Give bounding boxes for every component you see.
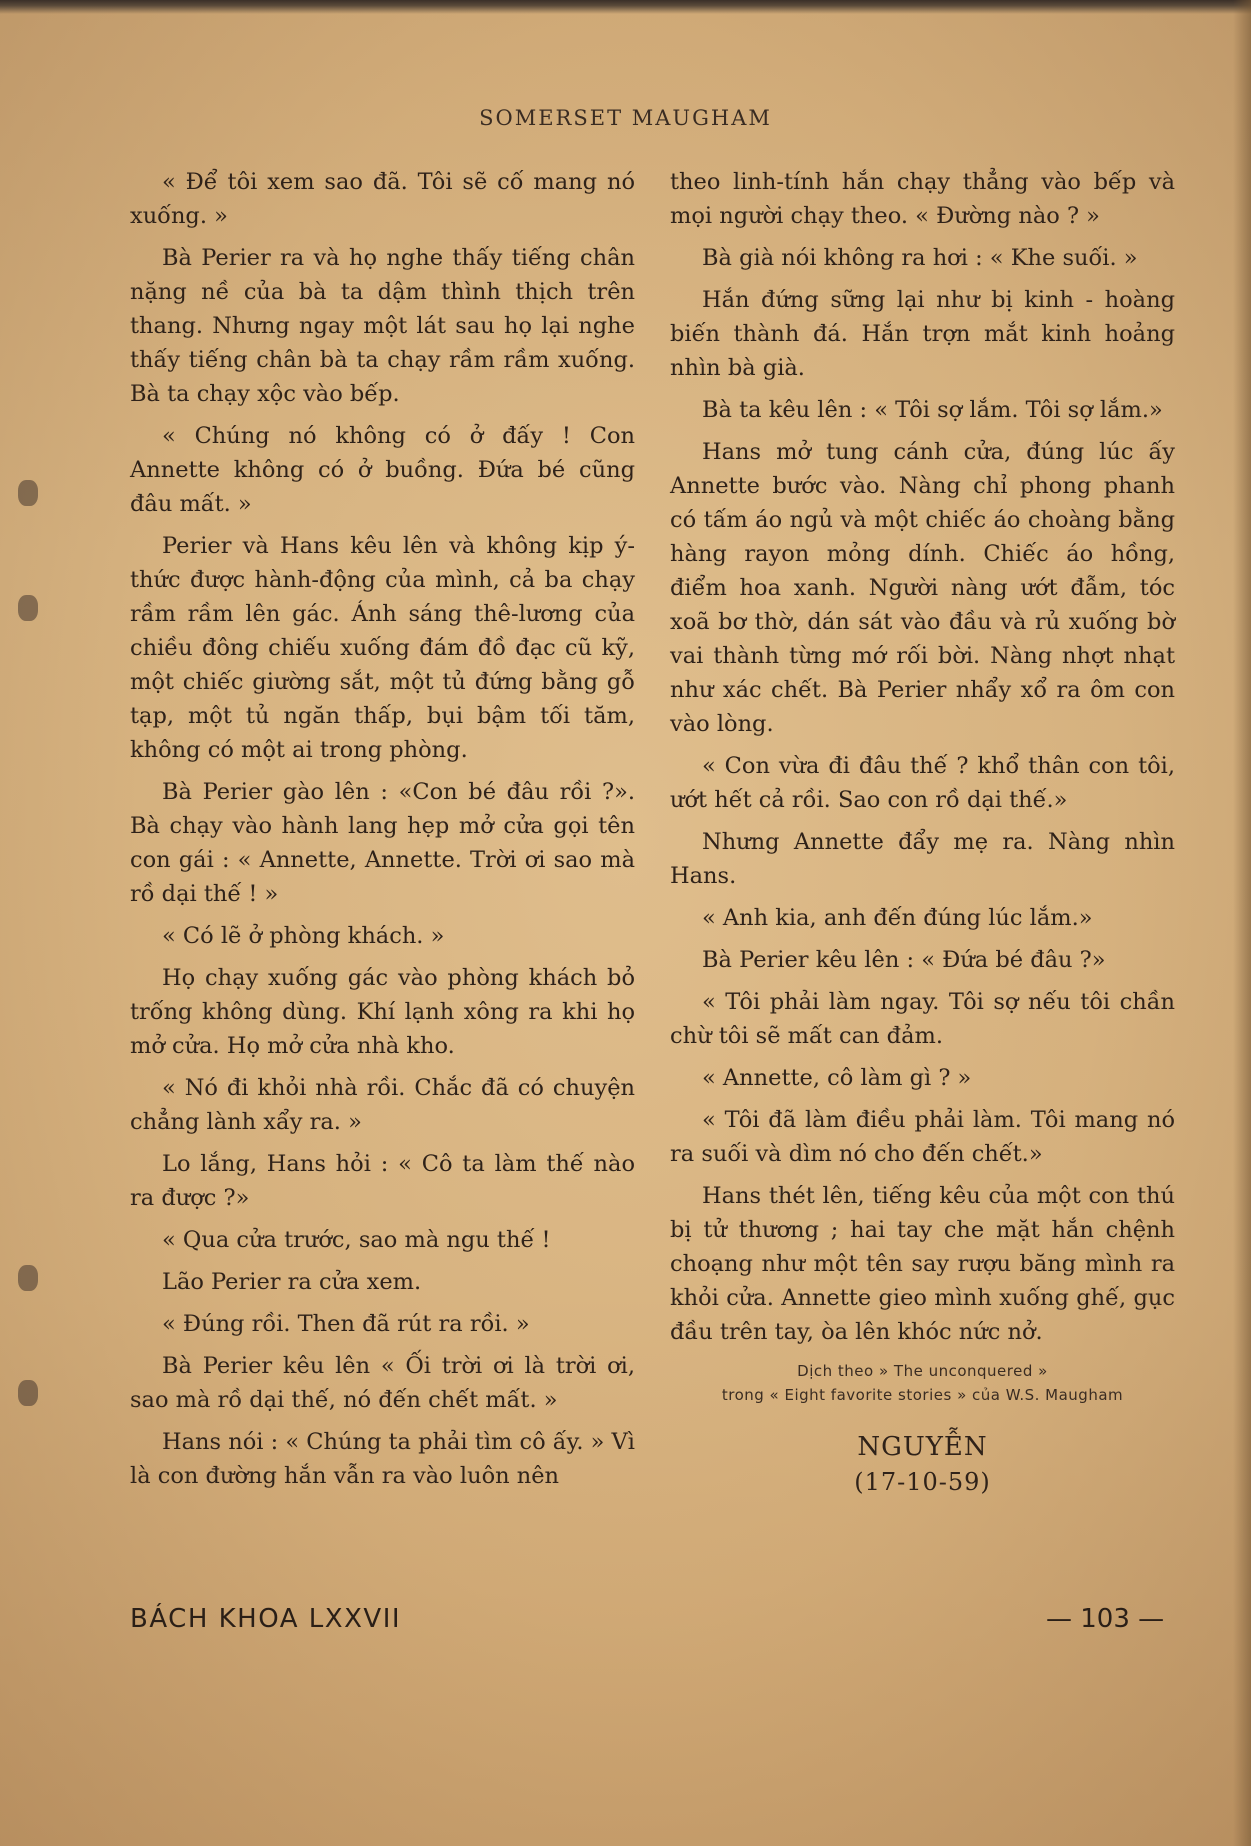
paragraph: « Để tôi xem sao đã. Tôi sẽ cố mang nó xuống. » (130, 169, 635, 229)
paragraph: Nhưng Annette đẩy mẹ ra. Nàng nhìn Hans. (670, 829, 1175, 889)
paragraph: theo linh-tính hắn chạy thẳng vào bếp và mọi người chạy theo. « Đường nào ? » (670, 169, 1175, 229)
translation-credit (670, 1359, 1175, 1407)
binding-hole (18, 1265, 38, 1291)
paragraph: Họ chạy xuống gác vào phòng khách bỏ trống không dùng. Khí lạnh xông ra khi họ mở cửa. Họ mở cửa nhà kho. (130, 965, 635, 1059)
paragraph: Hắn đứng sững lại như bị kinh - hoàng biến thành đá. Hắn trợn mắt kinh hoảng nhìn bà già. (670, 287, 1175, 381)
paragraph: Hans thét lên, tiếng kêu của một con thú bị tử thương ; hai tay che mặt hắn chệnh choạng như một tên say rượu băng mình ra khỏi cửa. Annette gieo mình xuống ghế, gục đầu trên tay, òa lên khóc nức nở. (670, 1183, 1175, 1345)
translator-name: NGUYỄN (857, 1432, 988, 1462)
running-header: SOMERSET MAUGHAM (479, 106, 772, 130)
paragraph: Perier và Hans kêu lên và không kịp ý-thức được hành-động của mình, cả ba chạy rầm rầm lên gác. Ánh sáng thê-lương của chiều đông chiếu xuống đám đồ đạc cũ kỹ, một chiếc giường sắt, một tủ đứng bằng gỗ tạp, một tủ ngăn thấp, bụi bậm tối tăm, không có một ai trong phòng. (130, 533, 635, 763)
paragraph: « Nó đi khỏi nhà rồi. Chắc đã có chuyện chẳng lành xẩy ra. » (130, 1075, 635, 1135)
paragraph: « Tôi phải làm ngay. Tôi sợ nếu tôi chần chừ tôi sẽ mất can đảm. (670, 989, 1175, 1049)
paragraph: Hans nói : « Chúng ta phải tìm cô ấy. » Vì là con đường hắn vẫn ra vào luôn nên (130, 1429, 635, 1489)
paragraph: Bà Perier kêu lên « Ối trời ơi là trời ơi, sao mà rồ dại thế, nó đến chết mất. » (130, 1353, 635, 1413)
paragraph: Bà ta kêu lên : « Tôi sợ lắm. Tôi sợ lắm.» (702, 397, 1163, 423)
translation-date: (17-10-59) (854, 1468, 991, 1496)
left-column (130, 165, 635, 1501)
page-number: — 103 — (1046, 1604, 1165, 1634)
paragraph: Bà Perier gào lên : «Con bé đâu rồi ?». Bà chạy vào hành lang hẹp mở cửa gọi tên con gái : « Annette, Annette. Trời ơi sao mà rồ dại thế ! » (130, 779, 635, 907)
paragraph: « Đúng rồi. Then đã rút ra rồi. » (162, 1311, 530, 1337)
binding-hole (18, 595, 38, 621)
binding-hole (18, 480, 38, 506)
right-column (670, 165, 1175, 1499)
paragraph: « Có lẽ ở phòng khách. » (162, 923, 445, 949)
paragraph: Lo lắng, Hans hỏi : « Cô ta làm thế nào ra được ?» (130, 1151, 635, 1211)
paragraph: « Annette, cô làm gì ? » (702, 1065, 972, 1091)
credit-line: Dịch theo » The unconquered » (797, 1362, 1048, 1380)
binding-hole (18, 1380, 38, 1406)
magazine-issue: BÁCH KHOA LXXVII (130, 1604, 402, 1634)
paragraph: « Tôi đã làm điều phải làm. Tôi mang nó ra suối và dìm nó cho đến chết.» (670, 1107, 1175, 1167)
paragraph: « Qua cửa trước, sao mà ngu thế ! (162, 1227, 551, 1253)
paragraph: Hans mở tung cánh cửa, đúng lúc ấy Annette bước vào. Nàng chỉ phong phanh có tấm áo ngủ và một chiếc áo choàng bằng hàng rayon mỏng dính. Chiếc áo hồng, điểm hoa xanh. Người nàng ướt đẫm, tóc xoã bơ thờ, dán sát vào đầu và rủ xuống bờ vai thành từng mớ rối bời. Nàng nhợt nhạt như xác chết. Bà Perier nhẩy xổ ra ôm con vào lòng. (670, 439, 1175, 737)
paragraph: Bà Perier ra và họ nghe thấy tiếng chân nặng nề của bà ta dậm thình thịch trên thang. Nhưng ngay một lát sau họ lại nghe thấy tiếng chân bà ta chạy rầm rầm xuống. Bà ta chạy xộc vào bếp. (130, 245, 635, 407)
paragraph: Bà Perier kêu lên : « Đứa bé đâu ?» (702, 947, 1106, 973)
credit-line: trong « Eight favorite stories » của W.S. Maugham (721, 1386, 1124, 1404)
paragraph: Bà già nói không ra hơi : « Khe suối. » (702, 245, 1138, 271)
paragraph: Lão Perier ra cửa xem. (162, 1269, 422, 1295)
paragraph: « Anh kia, anh đến đúng lúc lắm.» (702, 905, 1093, 931)
paragraph: « Chúng nó không có ở đấy ! Con Annette không có ở buồng. Đứa bé cũng đâu mất. » (130, 423, 635, 517)
paragraph: « Con vừa đi đâu thế ? khổ thân con tôi, ướt hết cả rồi. Sao con rồ dại thế.» (670, 753, 1175, 813)
